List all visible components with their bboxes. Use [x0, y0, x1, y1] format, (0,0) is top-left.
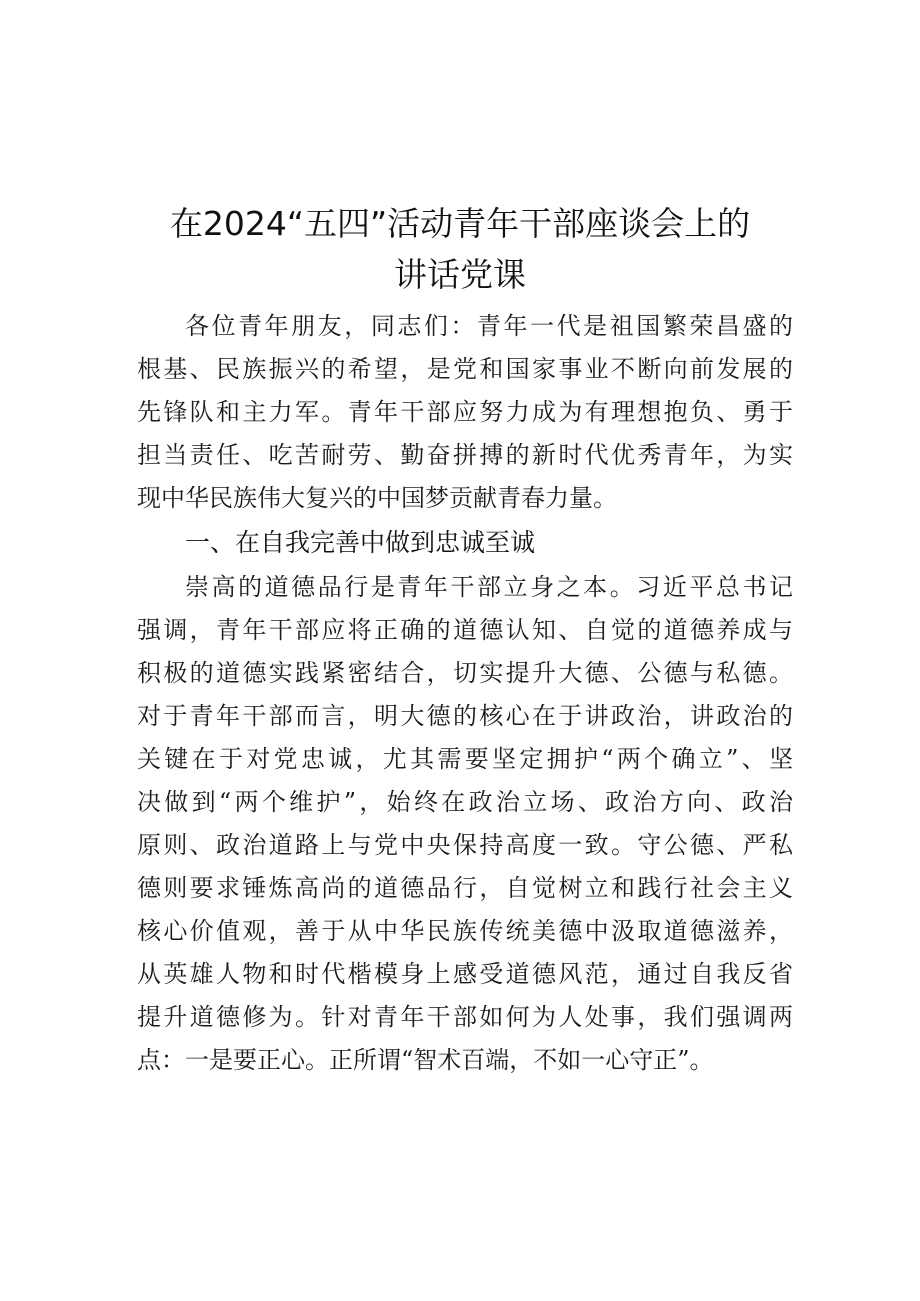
- paragraph-line: 根基、民族振兴的希望，是党和国家事业不断向前发展的: [137, 355, 793, 383]
- paragraph-line: 德则要求锤炼高尚的道德品行，自觉树立和践行社会主义: [137, 874, 793, 902]
- paragraph-line: 提升道德修为。针对青年干部如何为人处事，我们强调两: [137, 1003, 793, 1031]
- paragraph-line: 积极的道德实践紧密结合，切实提升大德、公德与私德。: [137, 659, 793, 687]
- document-title-line-2: 讲话党课: [394, 255, 526, 294]
- paragraph-line: 关键在于对党忠诚，尤其需要坚定拥护“两个确立”、坚: [137, 745, 793, 773]
- paragraph-line: 核心价值观，善于从中华民族传统美德中汲取道德滋养，: [137, 917, 793, 945]
- document-title-line-1: 在2024“五四”活动青年干部座谈会上的: [169, 204, 751, 243]
- paragraph-line: 对于青年干部而言，明大德的核心在于讲政治，讲政治的: [137, 702, 793, 730]
- paragraph-line: 崇高的道德品行是青年干部立身之本。习近平总书记: [185, 573, 793, 601]
- paragraph-line: 现中华民族伟大复兴的中国梦贡献青春力量。: [137, 484, 617, 512]
- paragraph-line: 从英雄人物和时代楷模身上感受道德风范，通过自我反省: [137, 960, 793, 988]
- paragraph-line: 各位青年朋友，同志们：青年一代是祖国繁荣昌盛的: [185, 312, 793, 340]
- paragraph-line: 点：一是要正心。正所谓“智术百端，不如一心守正”。: [137, 1046, 714, 1074]
- section-heading: 一、在自我完善中做到忠诚至诚: [185, 528, 536, 557]
- paragraph-line: 先锋队和主力军。青年干部应努力成为有理想抱负、勇于: [137, 398, 793, 426]
- paragraph-line: 强调，青年干部应将正确的道德认知、自觉的道德养成与: [137, 616, 793, 644]
- document-body: [137, 305, 793, 1082]
- paragraph-line: 担当责任、吃苦耐劳、勤奋拼搏的新时代优秀青年，为实: [137, 441, 793, 469]
- paragraph-line: 决做到“两个维护”，始终在政治立场、政治方向、政治: [137, 788, 793, 816]
- paragraph-line: 原则、政治道路上与党中央保持高度一致。守公德、严私: [137, 831, 793, 859]
